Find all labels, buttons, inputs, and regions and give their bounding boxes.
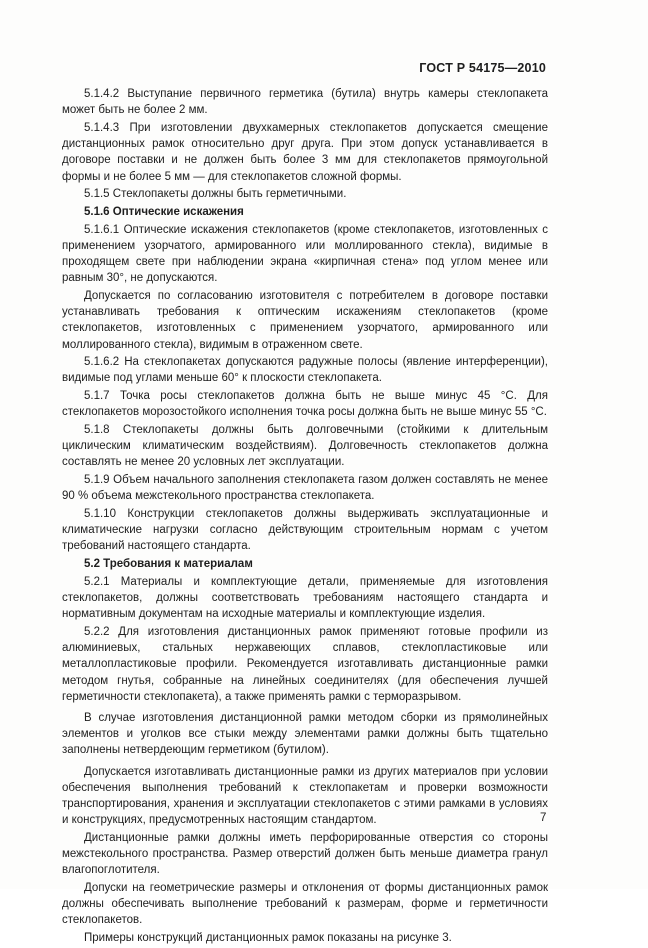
- paragraph-5-1-8: 5.1.8 Стеклопакеты должны быть долговечными (стойкими к длительным циклическим климатическим воздействиям). Долговечность стеклопакетов должна составлять не менее 20 условных лет эксплуатации.: [62, 424, 548, 469]
- paragraph-tolerances: Допуски на геометрические размеры и отклонения от формы дистанционных рамок должны обеспечивать выполнение требований к размерам, форме и герметичности стеклопакетов.: [62, 882, 548, 927]
- section-heading-5-2: 5.2 Требования к материалам: [84, 558, 253, 571]
- paragraph-5-1-4-3: 5.1.4.3 При изготовлении двухкамерных стеклопакетов допускается смещение дистанционных рамок относительно друг друга. При этом допуск устанавливается в договоре поставки и не должен быть более 3 мм для стеклопакетов прямоугольной формы и не более 5 мм — для стеклопакетов сложной формы.: [62, 121, 548, 183]
- paragraph-5-2-1: 5.2.1 Материалы и комплектующие детали, применяемые для изготовления стеклопакетов, должны соответствовать требованиям настоящего стандарта и нормативным документам на исходные материалы и комплектующие изделия.: [62, 575, 548, 621]
- paragraph-5-1-4-2: 5.1.4.2 Выступание первичного герметика (бутила) внутрь камеры стеклопакета может быть не более 2 мм.: [62, 88, 548, 117]
- paragraph-perforated-holes: Дистанционные рамки должны иметь перфорированные отверстия со стороны межстекольного пространства. Размер отверстий должен быть меньше диаметра гранул влагопоглотителя.: [62, 831, 548, 877]
- paragraph-5-1-7: 5.1.7 Точка росы стеклопакетов должна быть не выше минус 45 °С. Для стеклопакетов морозостойкого исполнения точка росы должна быть не выше минус 55 °С.: [62, 390, 548, 419]
- paragraph-optical-reflected: Допускается по согласованию изготовителя с потребителем в договоре поставки устанавливать требования к оптическим искажениям стеклопакетов (кроме стеклопакетов, изготовленных с применением узорчатого, армированного или моллированного стекла), видимым в отраженном свете.: [62, 289, 548, 351]
- paragraph-5-1-6-2: 5.1.6.2 На стеклопакетах допускаются радужные полосы (явление интерференции), видимые под углами меньше 60° к плоскости стеклопакета.: [62, 356, 548, 385]
- page-number: 7: [540, 812, 547, 824]
- standard-header: ГОСТ Р 54175—2010: [419, 61, 546, 75]
- paragraph-5-1-6-1: 5.1.6.1 Оптические искажения стеклопакетов (кроме стеклопакетов, изготовленных с применением узорчатого, армированного или моллированного стекла), видимые в проходящем свете при наблюдении экрана «кирпичная стена» под углом менее или равным 30°, не допускаются.: [62, 223, 548, 285]
- paragraph-5-1-5: 5.1.5 Стеклопакеты должны быть герметичными.: [84, 188, 347, 201]
- paragraph-5-2-2: 5.2.2 Для изготовления дистанционных рамок применяют готовые профили из алюминиевых, стальных нержавеющих сплавов, стеклопластиковые или металлопластиковые профили. Рекомендуется изготавливать дистанционные рамки методом гнутья, собранные на линейных соединителях (для обеспечения лучшей герметичности стеклопакета), а также применять рамки с терморазрывом.: [62, 626, 548, 703]
- document-body: [62, 86, 548, 948]
- paragraph-assembly-joints: В случае изготовления дистанционной рамки методом сборки из прямолинейных элементов и уголков все стыки между элементами рамки должны быть тщательно заполнены нетвердеющим герметиком (бутилом).: [62, 712, 548, 757]
- paragraph-figure-reference: Примеры конструкций дистанционных рамок показаны на рисунке 3.: [84, 932, 452, 945]
- paragraph-5-1-9: 5.1.9 Объем начального заполнения стеклопакета газом должен составлять не менее 90 % объема межстекольного пространства стеклопакета.: [62, 474, 548, 503]
- section-heading-5-1-6: 5.1.6 Оптические искажения: [84, 205, 244, 218]
- paragraph-5-1-10: 5.1.10 Конструкции стеклопакетов должны выдерживать эксплуатационные и климатические нагрузки согласно действующим строительным нормам с учетом требований настоящего стандарта.: [62, 508, 548, 553]
- paragraph-other-materials: Допускается изготавливать дистанционные рамки из других материалов при условии обеспечения выполнения требований к стеклопакетам и проверки возможности транспортирования, хранения и эксплуатации стеклопакетов с этими рамками в условиях и конструкциях, предусмотренных настоящим стандартом.: [62, 765, 548, 827]
